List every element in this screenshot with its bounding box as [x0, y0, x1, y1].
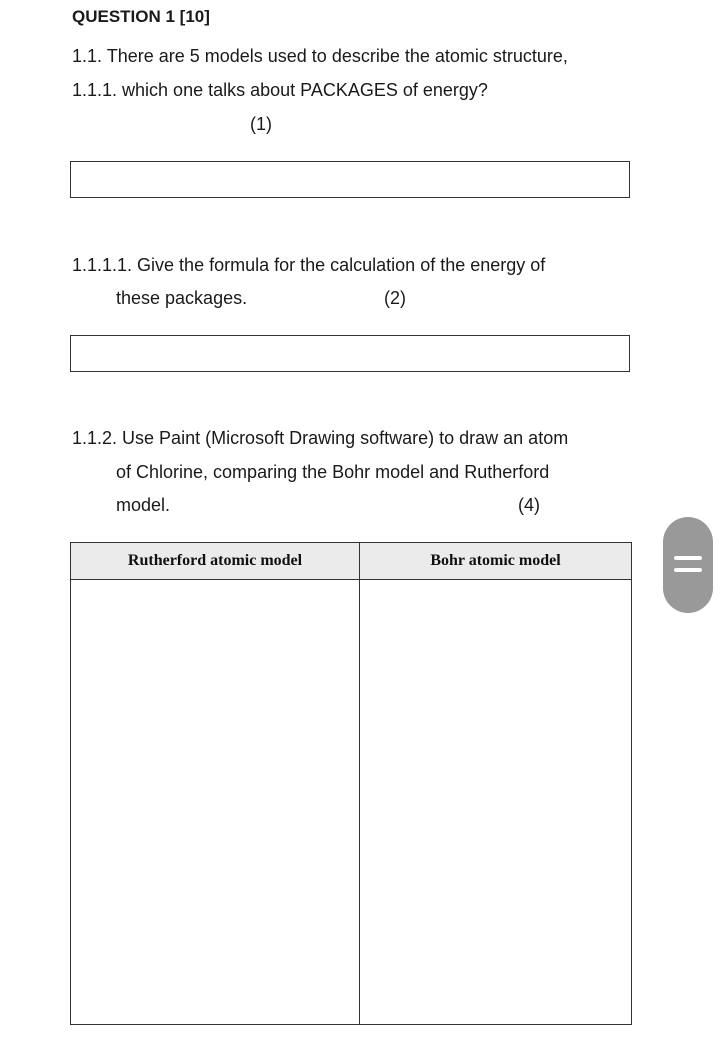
bohr-drawing-cell[interactable]	[360, 580, 632, 1025]
rutherford-drawing-cell[interactable]	[71, 580, 360, 1025]
question-1-1-1-text: 1.1.1. which one talks about PACKAGES of energy?	[72, 80, 488, 100]
table-header-row	[71, 543, 632, 580]
question-1-1-2-line2: of Chlorine, comparing the Bohr model and Rutherford	[116, 462, 550, 482]
question-1-1-1-1-line2: these packages.	[116, 288, 248, 308]
answer-box-1-1-1[interactable]	[70, 161, 630, 198]
header-rutherford: Rutherford atomic model	[71, 543, 360, 580]
question-1-1-2-marks: (4)	[518, 495, 540, 515]
table-body-row	[71, 580, 632, 1025]
question-1-1-2-line1: 1.1.2. Use Paint (Microsoft Drawing software) to draw an atom	[72, 428, 569, 448]
question-title: QUESTION 1 [10]	[72, 7, 210, 26]
comparison-table	[70, 542, 632, 1025]
header-bohr: Bohr atomic model	[360, 543, 632, 580]
question-1-1-2-line3: model.	[116, 495, 171, 515]
question-1-1-1-1-marks: (2)	[384, 288, 406, 308]
question-1-1-text: 1.1. There are 5 models used to describe the atomic structure,	[72, 46, 568, 66]
side-drag-handle[interactable]	[663, 517, 713, 613]
question-1-1-1-marks: (1)	[250, 114, 272, 134]
question-1-1-1-1-line1: 1.1.1.1. Give the formula for the calculation of the energy of	[72, 255, 546, 275]
answer-box-1-1-1-1[interactable]	[70, 335, 630, 372]
